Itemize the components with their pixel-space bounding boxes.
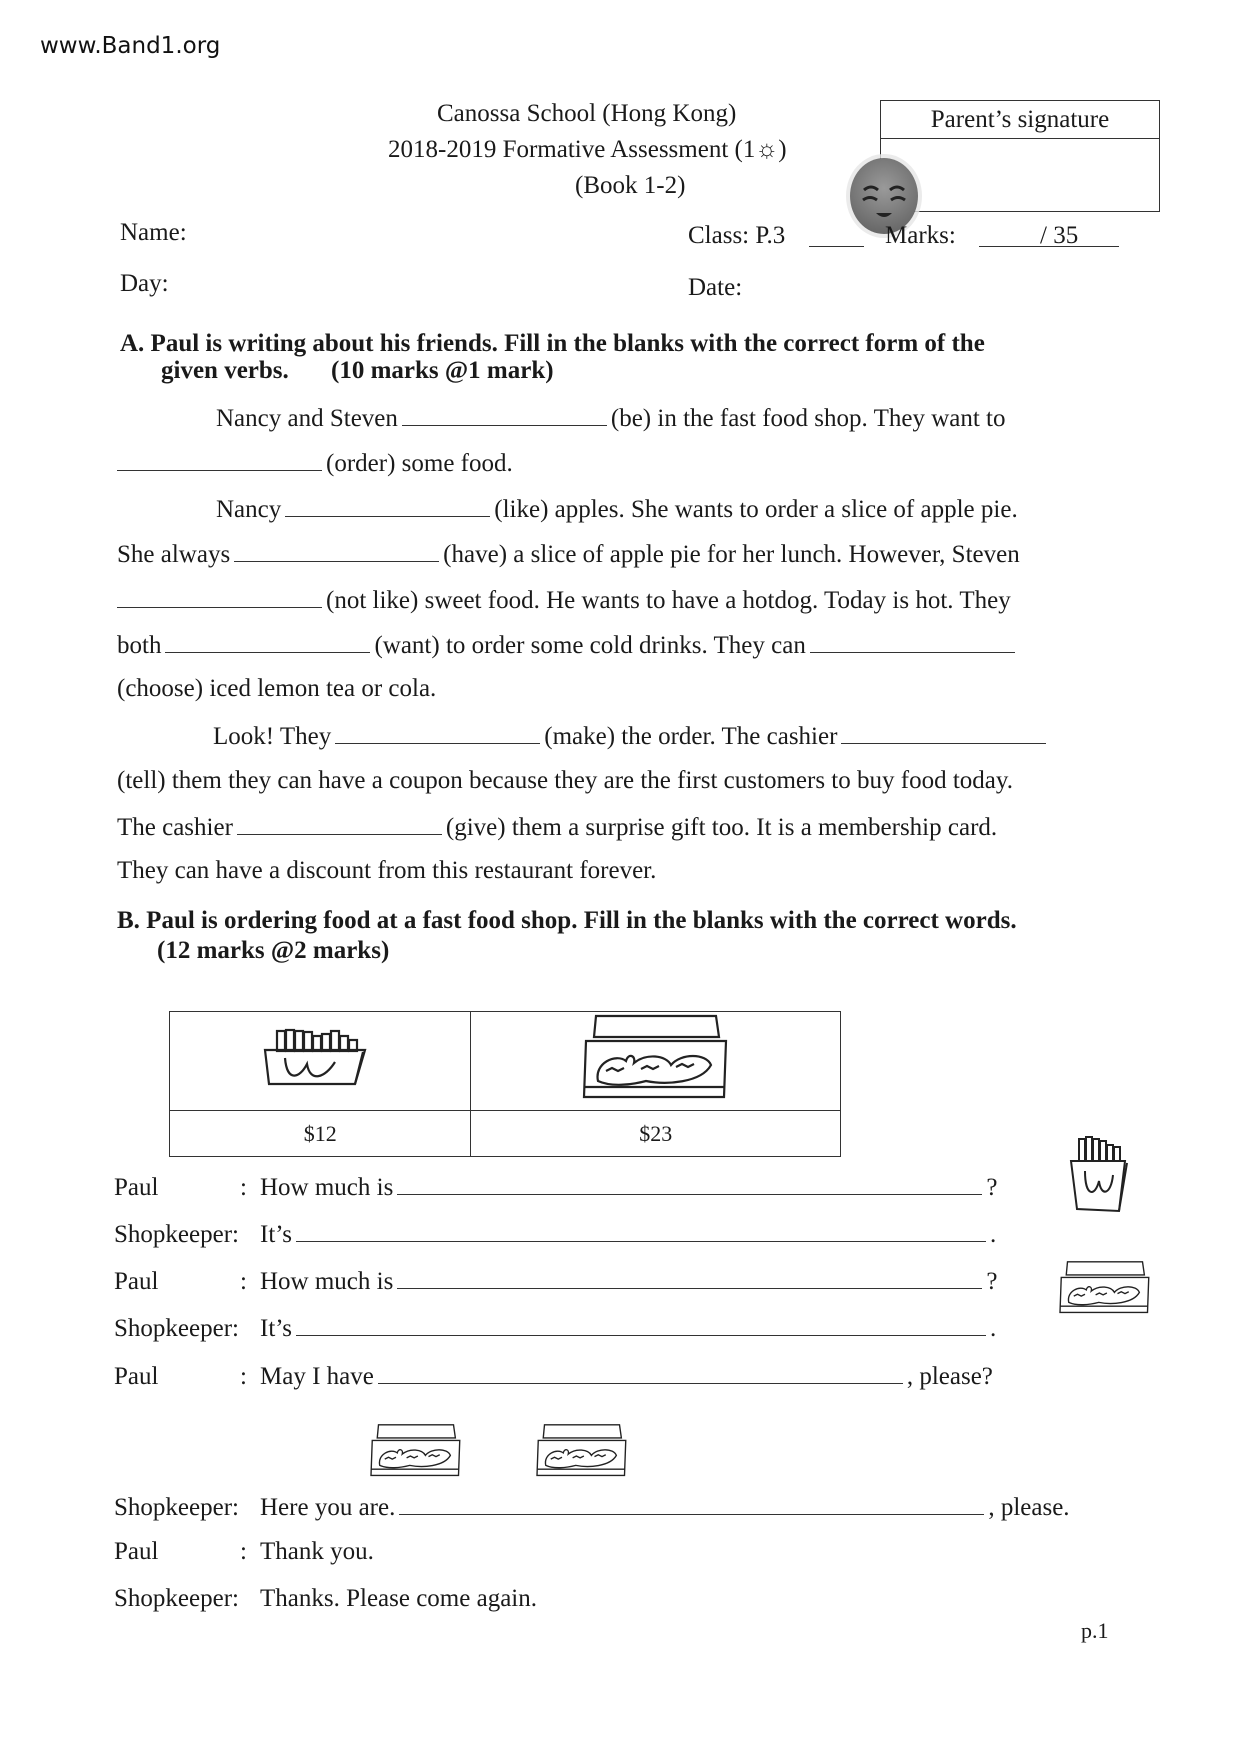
answer-blank-b2[interactable]	[296, 1219, 986, 1242]
line-text: both	[117, 632, 162, 659]
parent-signature-label: Parent’s signature	[881, 101, 1159, 139]
assessment-title: 2018-2019 Formative Assessment (1☼)	[388, 136, 787, 163]
sentence-line	[216, 403, 1005, 433]
answer-blank-want[interactable]	[165, 630, 370, 653]
speaker: Paul	[114, 1268, 159, 1295]
price-table	[169, 1011, 841, 1157]
speaker: Shopkeeper:	[114, 1585, 239, 1612]
dialogue-text: Thanks. Please come again.	[260, 1585, 537, 1612]
sentence-line: (choose) iced lemon tea or cola.	[117, 675, 437, 702]
dialogue-text: How much is	[260, 1174, 394, 1201]
section-a-title-line2: given verbs.	[161, 357, 289, 384]
dialogue-line	[114, 1266, 997, 1296]
price-wings: $23	[471, 1111, 841, 1157]
line-text: Nancy	[216, 496, 282, 523]
line-text: (like) apples. She wants to order a slice of apple pie.	[494, 496, 1018, 523]
section-b-marks: (12 marks @2 marks)	[157, 937, 390, 964]
answer-blank-tell[interactable]	[841, 721, 1046, 744]
dialogue-end: ?	[986, 1174, 998, 1201]
sentence-line	[117, 448, 513, 478]
chicken-wings-box-icon	[366, 1420, 466, 1482]
sentence-line	[213, 721, 1050, 751]
line-text: (make) the order. The cashier	[544, 723, 838, 750]
line-text: (not like) sweet food. He wants to have a hotdog. Today is hot. They	[326, 587, 1011, 614]
sentence-line: They can have a discount from this restaurant forever.	[117, 857, 657, 884]
dialogue-text: May I have	[260, 1363, 374, 1390]
dialogue-end: , please?	[906, 1363, 993, 1390]
dialogue-line	[114, 1492, 1070, 1522]
answer-blank-be[interactable]	[402, 403, 607, 426]
marks-label: Marks:	[885, 222, 956, 249]
answer-blank-b3[interactable]	[397, 1266, 982, 1289]
section-b-title: B. Paul is ordering food at a fast food shop. Fill in the blanks with the correct words.	[117, 907, 1017, 934]
speaker-colon: :	[240, 1174, 247, 1201]
answer-blank-choose[interactable]	[810, 630, 1015, 653]
section-a-marks: (10 marks @1 mark)	[331, 357, 554, 384]
speaker: Paul	[114, 1363, 159, 1390]
chicken-wings-box-icon	[576, 1013, 736, 1103]
speaker-colon: :	[240, 1538, 247, 1565]
date-label: Date:	[688, 274, 743, 301]
dialogue-end: , please.	[988, 1494, 1070, 1521]
sentence-line	[117, 812, 997, 842]
speaker: Shopkeeper:	[114, 1315, 239, 1342]
dialogue-line	[114, 1585, 537, 1613]
dialogue-text: How much is	[260, 1268, 394, 1295]
book-range: (Book 1-2)	[575, 172, 686, 199]
school-name: Canossa School (Hong Kong)	[437, 100, 737, 127]
answer-blank-b4[interactable]	[296, 1313, 986, 1336]
line-text: (have) a slice of apple pie for her lunch. However, Steven	[443, 541, 1020, 568]
dialogue-line	[114, 1219, 996, 1249]
dialogue-end: ?	[986, 1268, 998, 1295]
answer-blank-order[interactable]	[117, 448, 322, 471]
class-label: Class: P.3	[688, 222, 786, 249]
name-label: Name:	[120, 219, 187, 246]
sentence-line: (tell) them they can have a coupon because they are the first customers to buy food today.	[117, 767, 1013, 794]
page-number: p.1	[1081, 1618, 1109, 1643]
dialogue-text: It’s	[260, 1315, 292, 1342]
answer-blank-not-like[interactable]	[117, 585, 322, 608]
french-fries-icon	[255, 1027, 385, 1089]
speaker: Paul	[114, 1538, 159, 1565]
line-text: (give) them a surprise gift too. It is a membership card.	[445, 814, 998, 841]
speaker-colon: :	[240, 1363, 247, 1390]
answer-blank-b6[interactable]	[399, 1492, 984, 1515]
sentence-line	[117, 630, 1019, 660]
dialogue-end: .	[989, 1315, 997, 1342]
line-text: (be) in the fast food shop. They want to	[610, 405, 1006, 432]
price-table-cell	[170, 1012, 471, 1111]
sentence-line	[216, 494, 1018, 524]
answer-blank-give[interactable]	[237, 812, 442, 835]
price-table-cell	[471, 1012, 841, 1111]
section-a-title-cont	[161, 357, 554, 385]
marks-total: / 35	[1040, 222, 1079, 249]
chicken-wings-box-icon	[1055, 1248, 1155, 1328]
answer-blank-b1[interactable]	[397, 1172, 982, 1195]
line-text: (order) some food.	[326, 450, 513, 477]
class-blank[interactable]	[809, 224, 864, 247]
french-fries-icon	[1065, 1135, 1135, 1215]
sentence-line	[117, 539, 1020, 569]
speaker: Shopkeeper:	[114, 1494, 239, 1521]
dialogue-line	[114, 1361, 993, 1391]
line-text: Nancy and Steven	[216, 405, 398, 432]
answer-blank-make[interactable]	[335, 721, 540, 744]
parent-signature-box[interactable]	[880, 100, 1160, 212]
dialogue-text: It’s	[260, 1221, 292, 1248]
dialogue-line	[114, 1172, 997, 1202]
speaker: Shopkeeper:	[114, 1221, 239, 1248]
price-fries: $12	[170, 1111, 471, 1157]
section-a-title: A. Paul is writing about his friends. Fill in the blanks with the correct form of the	[120, 330, 985, 357]
answer-blank-b5[interactable]	[378, 1361, 903, 1384]
line-text: Look! They	[213, 723, 332, 750]
chicken-wings-box-icon	[532, 1420, 632, 1482]
line-text: (want) to order some cold drinks. They can	[374, 632, 806, 659]
dialogue-text: Thank you.	[260, 1538, 374, 1565]
dialogue-line	[114, 1313, 996, 1343]
line-text: The cashier	[117, 814, 233, 841]
answer-blank-like[interactable]	[285, 494, 490, 517]
speaker: Paul	[114, 1174, 159, 1201]
dialogue-line	[114, 1538, 374, 1566]
speaker-colon: :	[240, 1268, 247, 1295]
dialogue-end: .	[989, 1221, 997, 1248]
day-label: Day:	[120, 270, 169, 297]
dialogue-text: Here you are.	[260, 1494, 396, 1521]
line-text: She always	[117, 541, 231, 568]
sentence-line	[117, 585, 1011, 615]
answer-blank-have[interactable]	[234, 539, 439, 562]
site-watermark: www.Band1.org	[40, 33, 221, 59]
